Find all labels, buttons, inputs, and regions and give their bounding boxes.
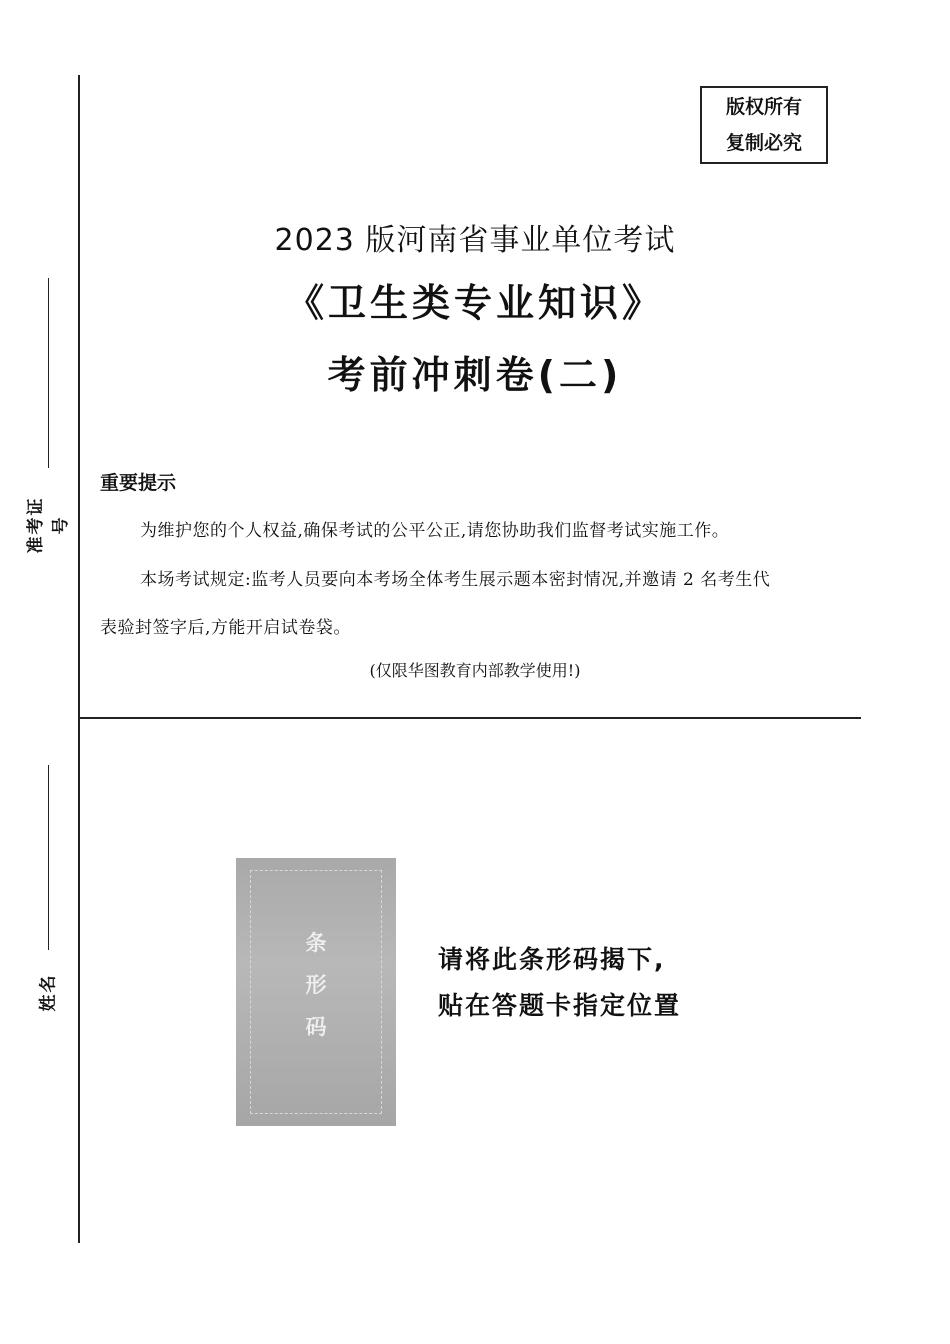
copyright-box: [700, 86, 828, 164]
barcode-char-2: 形: [305, 973, 327, 997]
barcode-char-3: 码: [305, 1015, 327, 1039]
copyright-line1: 版权所有: [725, 96, 802, 118]
barcode-char-1: 条: [305, 931, 327, 955]
barcode-instruction-2: 贴在答题卡指定位置: [438, 991, 682, 1020]
internal-use-note: (仅限华图教育内部教学使用!): [369, 661, 581, 680]
barcode-instruction-1: 请将此条形码揭下,: [438, 945, 666, 974]
name-label: 姓名: [38, 973, 59, 1012]
barcode-label: [236, 922, 396, 1048]
notice-paragraph-1: 为维护您的个人权益,确保考试的公平公正,请您协助我们监督考试实施工作。: [140, 521, 730, 541]
exam-title: 2023 版河南省事业单位考试: [274, 223, 676, 258]
exam-id-label: 准考证号: [26, 496, 71, 554]
notice-paragraph-2-line-2: 表验封签字后,方能开启试卷袋。: [100, 618, 351, 638]
copyright-line2: 复制必究: [725, 132, 802, 154]
subject-title: 《卫生类专业知识》: [285, 281, 664, 325]
paper-title: 考前冲刺卷(二): [327, 353, 623, 397]
notice-heading: 重要提示: [100, 472, 177, 494]
name-write-line: [48, 765, 49, 950]
notice-paragraph-2-line-1: 本场考试规定:监考人员要向本考场全体考生展示题本密封情况,并邀请 2 名考生代: [140, 570, 771, 590]
section-divider: [78, 717, 861, 719]
barcode-sticker[interactable]: [236, 858, 396, 1126]
